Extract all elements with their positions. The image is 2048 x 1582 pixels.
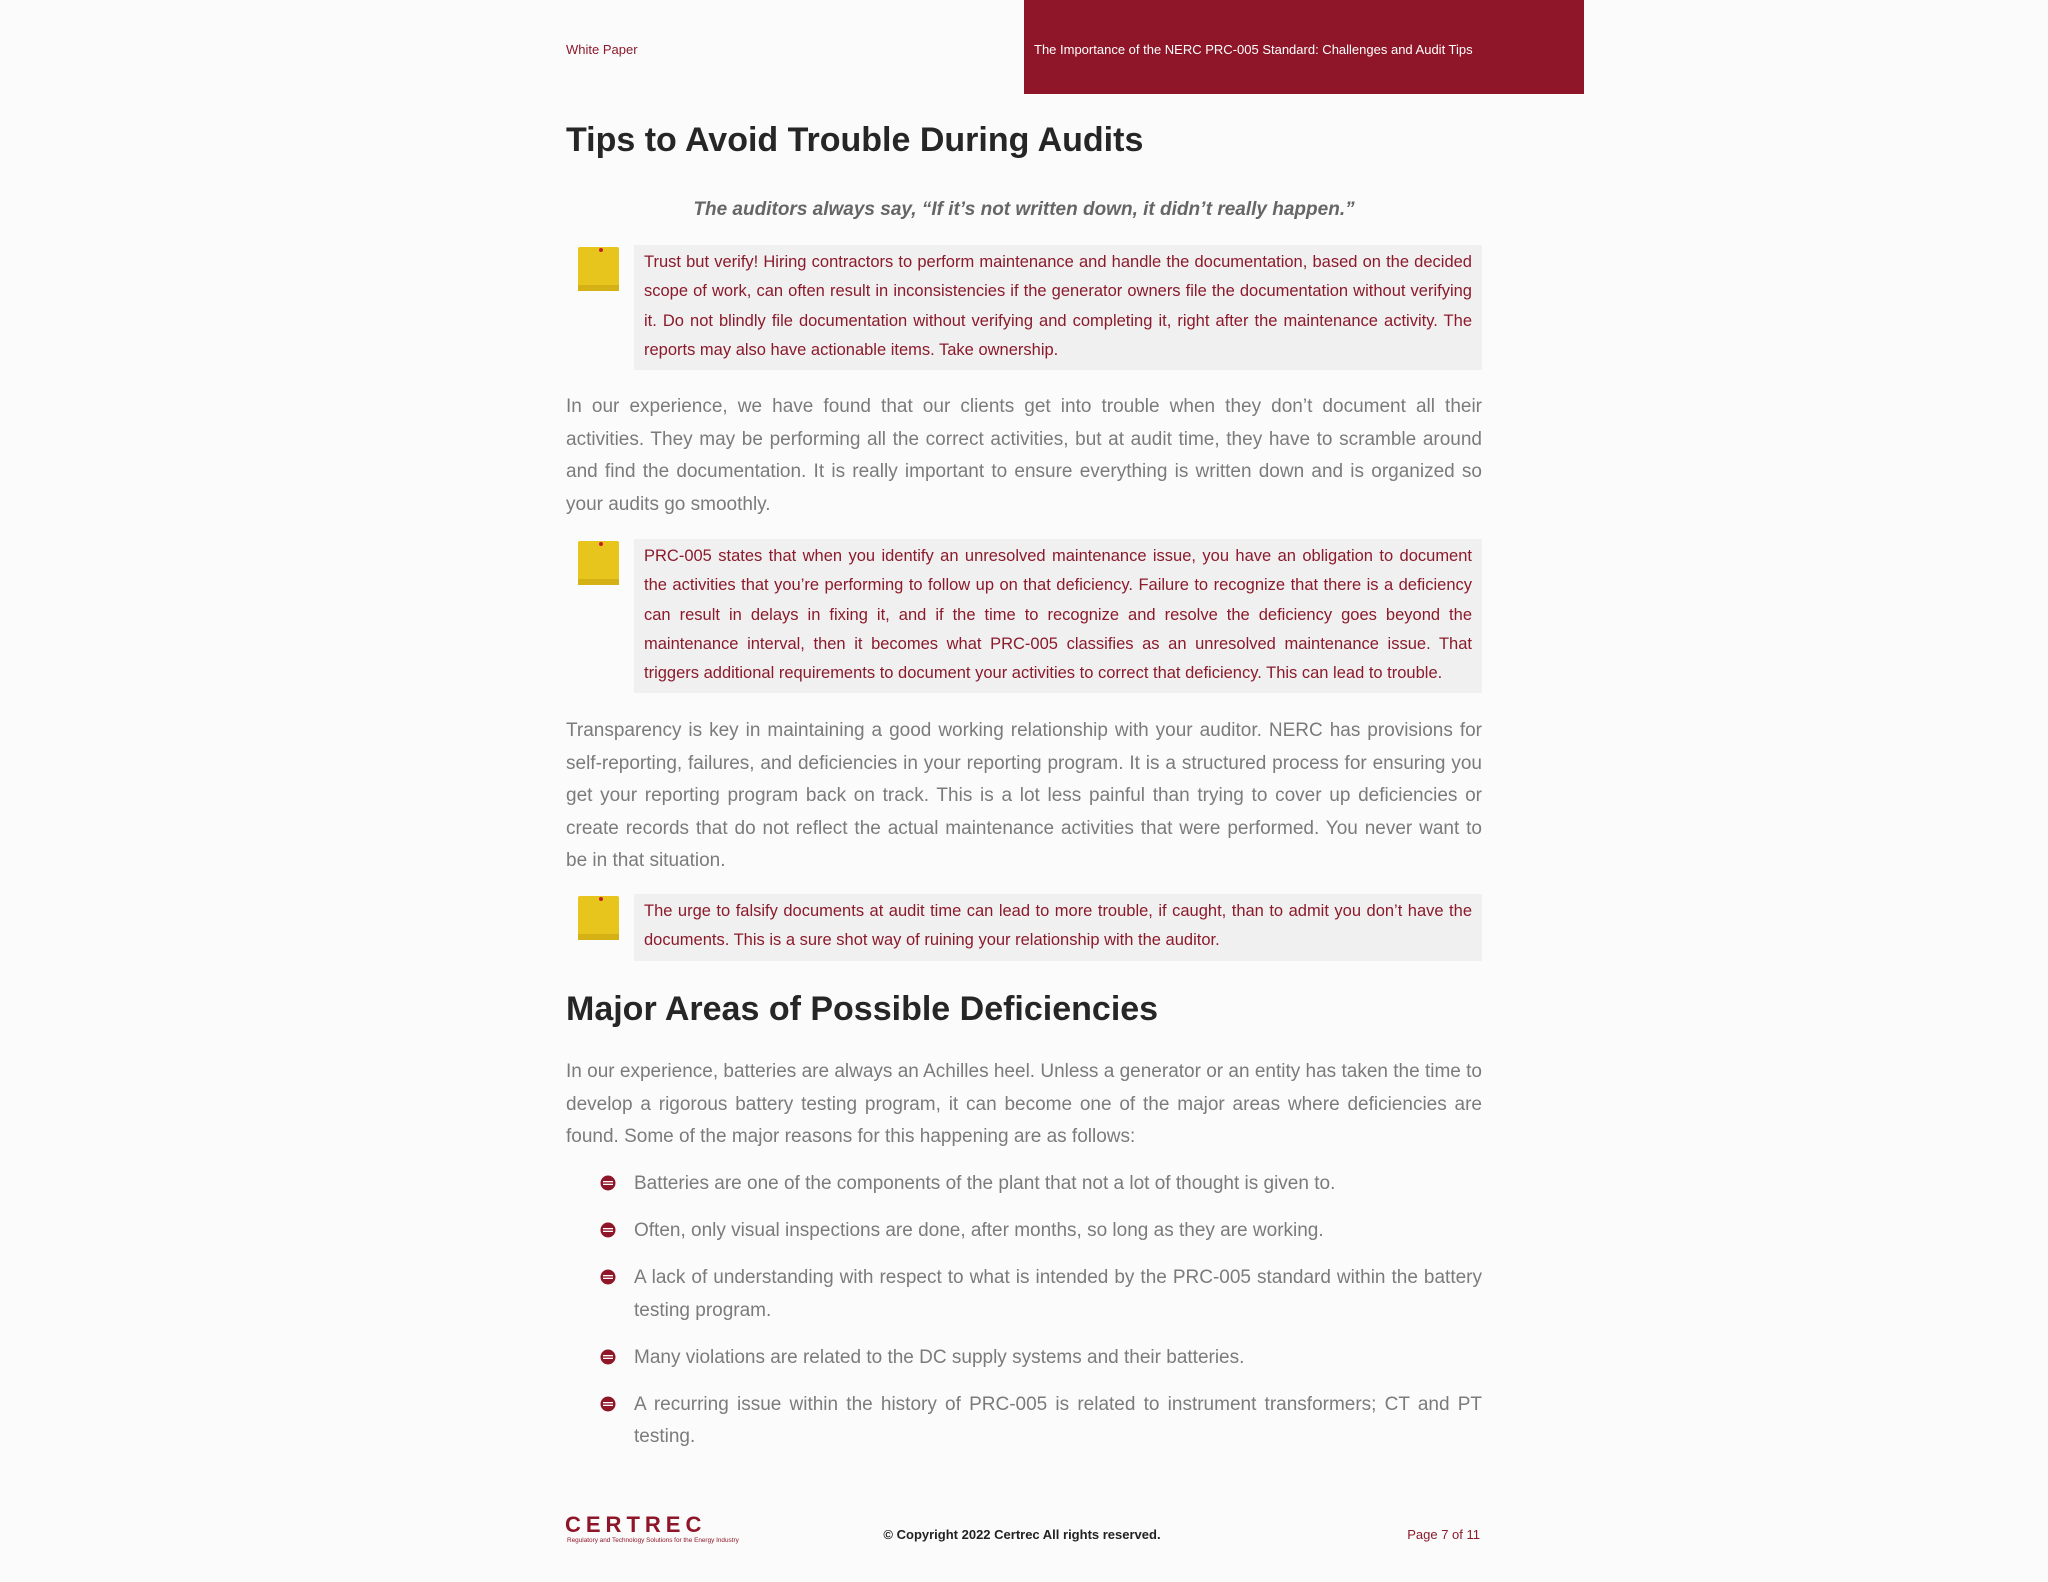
logo-tagline: Regulatory and Technology Solutions for the Energy Industry [567, 1537, 739, 1544]
sticky-note-icon [577, 245, 620, 293]
auditor-quote: The auditors always say, “If it’s not written down, it didn’t really happen.” [693, 199, 1355, 220]
minus-circle-bullet-icon [600, 1396, 616, 1412]
list-item [566, 1342, 1482, 1375]
note-box-trust-verify: Trust but verify! Hiring contractors to perform maintenance and handle the documentation, based on the decided scope of work, can often result in inconsistencies if the generator owners file the documentation without verifying it. Do not blindly file documentation without verifying and completing it, right after the maintenance activity. The reports may also have actionable items. Take ownership. [634, 245, 1482, 370]
list-item-text: Often, only visual inspections are done, after months, so long as they are working. [634, 1220, 1324, 1241]
minus-circle-bullet-icon [600, 1269, 616, 1285]
sticky-note-icon [577, 894, 620, 942]
list-item [566, 1168, 1482, 1201]
sticky-note-icon [577, 539, 620, 587]
list-item [566, 1262, 1482, 1327]
section-heading-deficiencies: Major Areas of Possible Deficiencies [566, 990, 1159, 1028]
minus-circle-bullet-icon [600, 1175, 616, 1191]
list-item-text: A recurring issue within the history of PRC-005 is related to instrument transformers; CT and PT testing. [634, 1393, 1482, 1447]
logo-wordmark: CERTREC [565, 1514, 707, 1537]
minus-circle-bullet-icon [600, 1222, 616, 1238]
doc-title: The Importance of the NERC PRC-005 Standard: Challenges and Audit Tips [1034, 42, 1473, 57]
header-banner [1024, 0, 1584, 94]
paragraph-transparency: Transparency is key in maintaining a good working relationship with your auditor. NERC has provisions for self-reporting, failures, and deficiencies in your reporting program. It is a structured process for ensuring you get your reporting program back on track. This is a lot less painful than trying to cover up deficiencies or create records that do not reflect the actual maintenance activities that were performed. You never want to be in that situation. [566, 720, 1482, 871]
copyright-text: © Copyright 2022 Certrec All rights reserved. [883, 1527, 1161, 1542]
section-heading-audit-tips: Tips to Avoid Trouble During Audits [566, 121, 1144, 159]
paragraph-documentation: In our experience, we have found that our clients get into trouble when they don’t document all their activities. They may be performing all the correct activities, but at audit time, they have to scramble around and find the documentation. It is really important to ensure everything is written down and is organized so your audits go smoothly. [566, 396, 1482, 515]
note-box-prc005-deficiency: PRC-005 states that when you identify an unresolved maintenance issue, you have an obligation to document the activities that you’re performing to follow up on that deficiency. Failure to recognize that there is a deficiency can result in delays in fixing it, and if the time to recognize and resolve the deficiency goes beyond the maintenance interval, then it becomes what PRC-005 classifies as an unresolved maintenance issue. That triggers additional requirements to document your activities to correct that deficiency. This can lead to trouble. [634, 539, 1482, 693]
deficiency-list [566, 1168, 1482, 1468]
doc-type-label: White Paper [566, 42, 638, 57]
page-number: Page 7 of 11 [1407, 1527, 1480, 1542]
paragraph-batteries: In our experience, batteries are always an Achilles heel. Unless a generator or an entity has taken the time to develop a rigorous battery testing program, it can become one of the major areas where deficiencies are found. Some of the major reasons for this happening are as follows: [566, 1061, 1482, 1147]
list-item [566, 1389, 1482, 1454]
list-item [566, 1215, 1482, 1248]
list-item-text: A lack of understanding with respect to what is intended by the PRC-005 standard within the battery testing program. [634, 1267, 1482, 1321]
list-item-text: Many violations are related to the DC supply systems and their batteries. [634, 1346, 1245, 1368]
copyright-notice [0, 1527, 2048, 1542]
note-box-falsify-warning: The urge to falsify documents at audit time can lead to more trouble, if caught, than to admit you don’t have the documents. This is a sure shot way of ruining your relationship with the auditor. [634, 894, 1482, 961]
list-item-text: Batteries are one of the components of the plant that not a lot of thought is given to. [634, 1173, 1336, 1194]
minus-circle-bullet-icon [600, 1349, 616, 1365]
